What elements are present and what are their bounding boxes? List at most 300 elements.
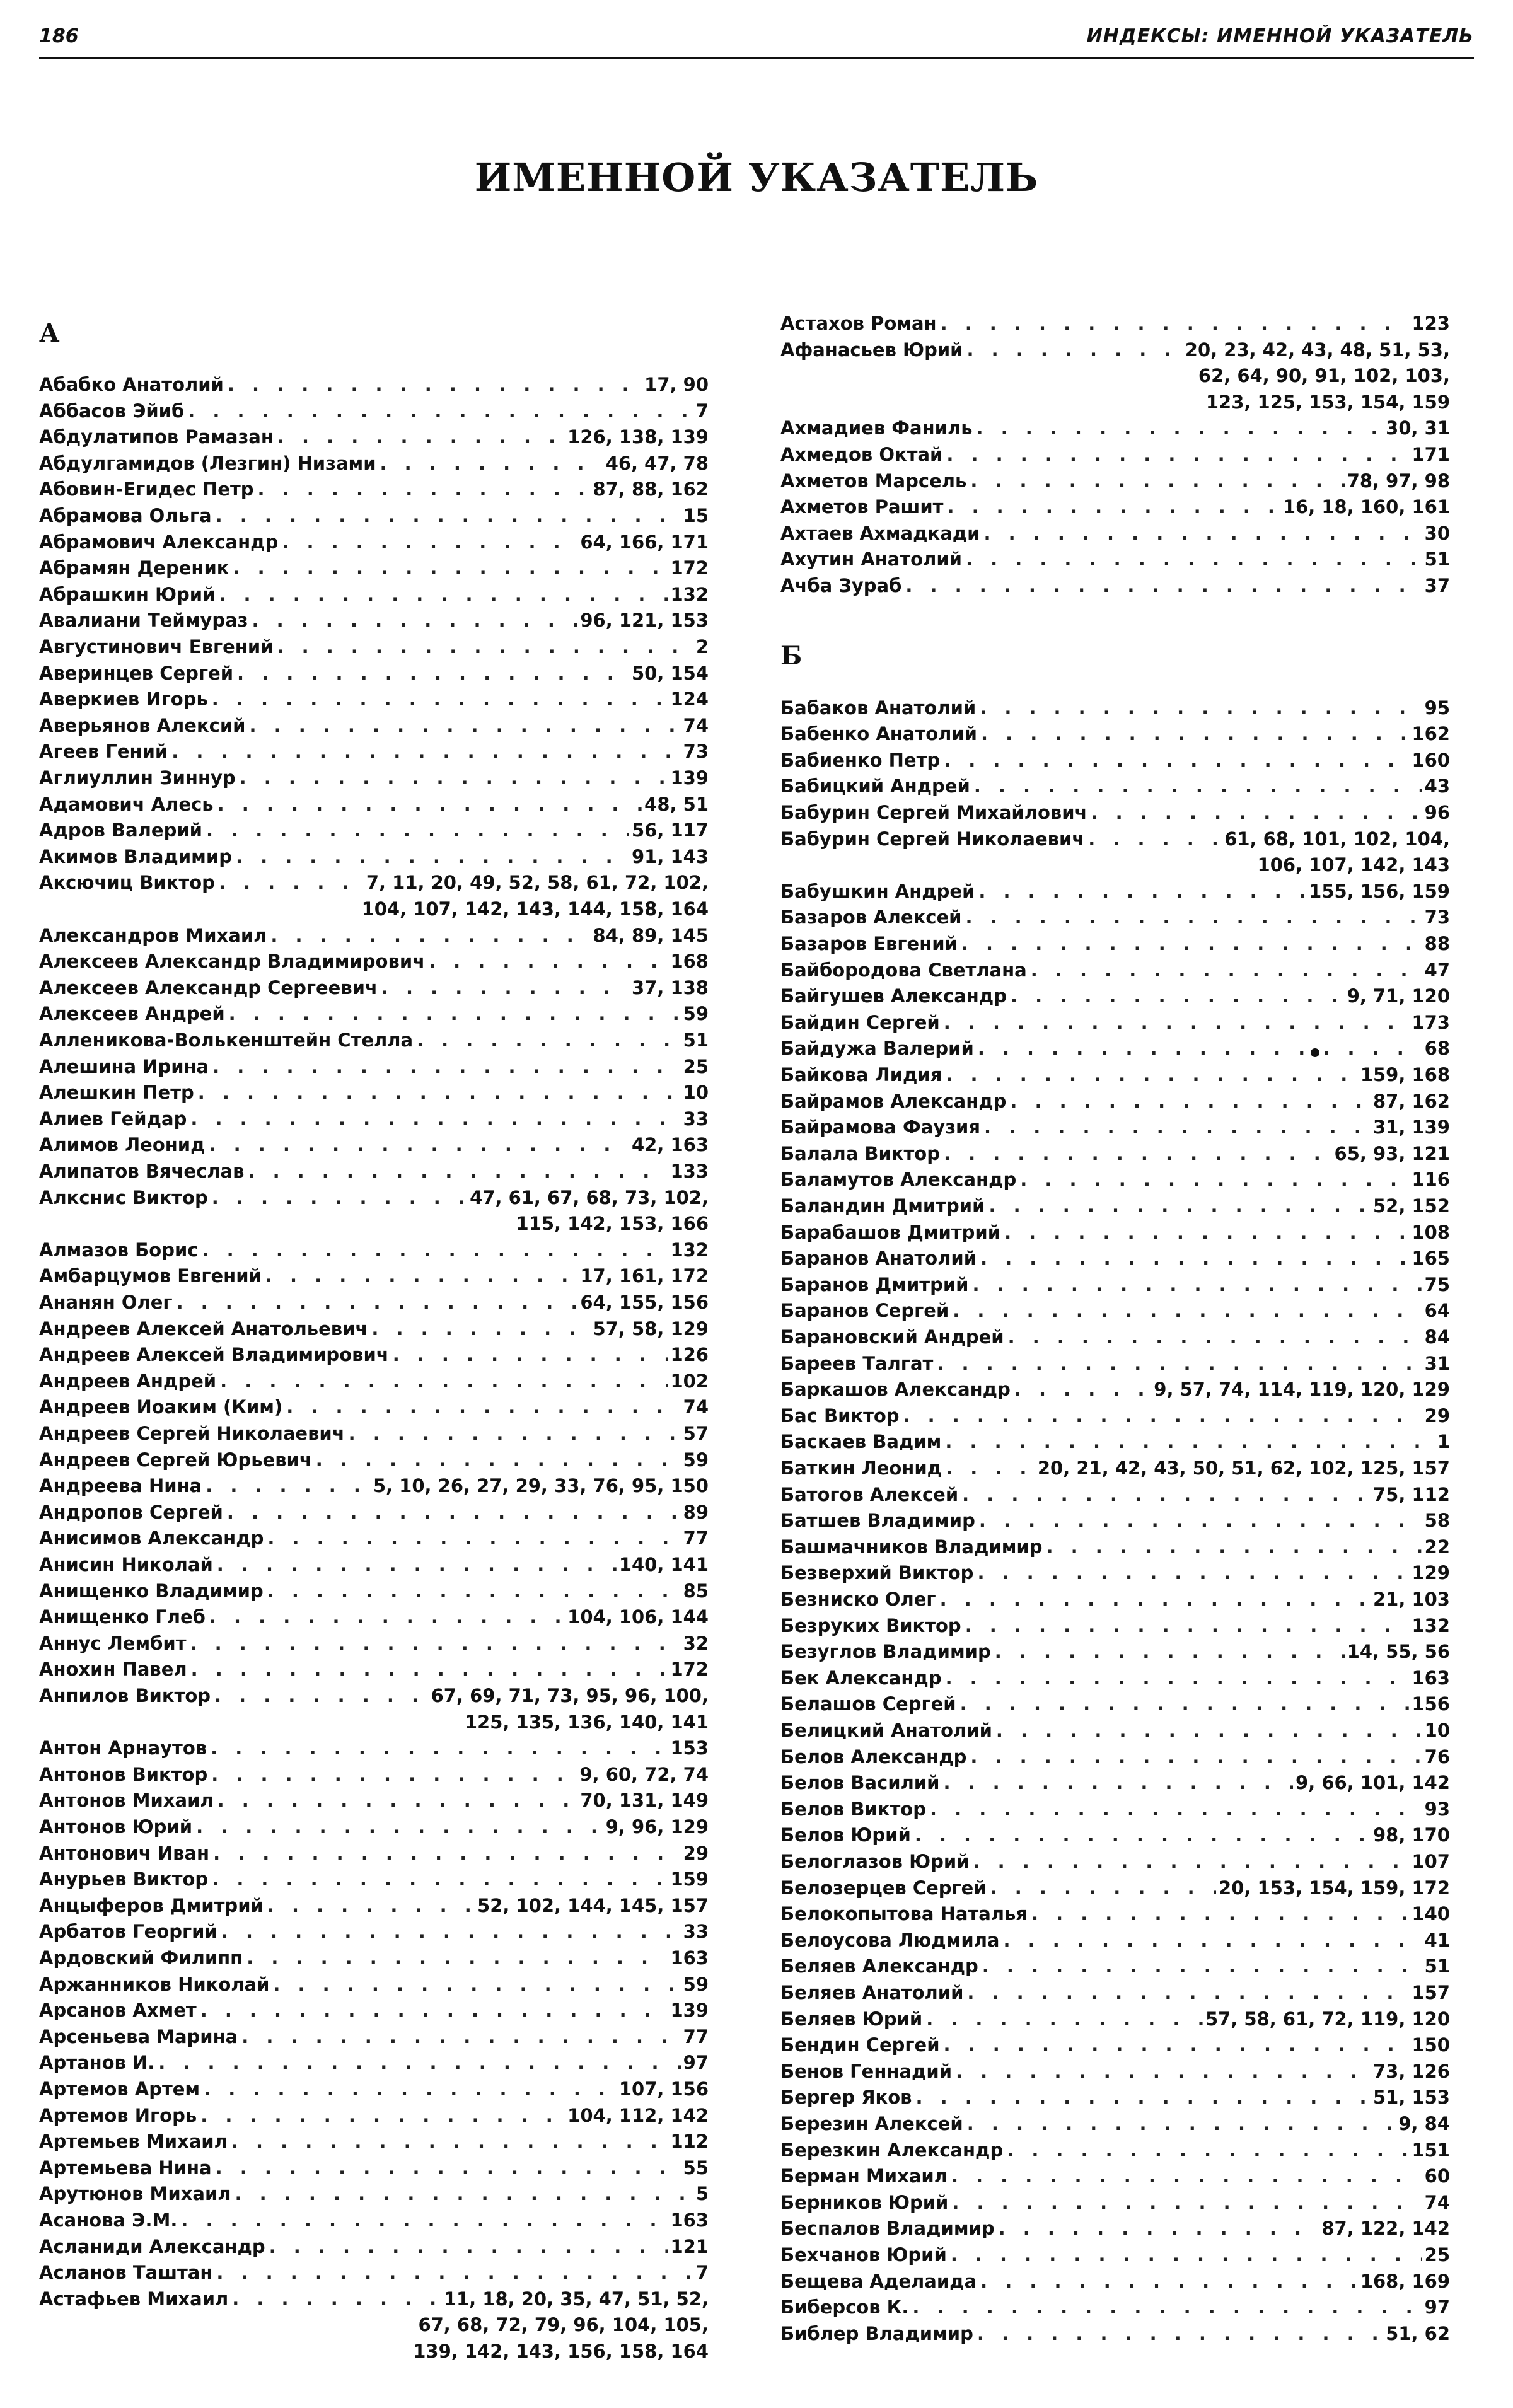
entry-name: Ардовский Филипп — [39, 1947, 243, 1969]
index-entry — [39, 1788, 709, 1814]
leader-dots — [204, 2076, 617, 2103]
entry-name: Белов Юрий — [780, 1824, 911, 1846]
entry-pages: 89 — [683, 1501, 709, 1523]
entry-pages: 132 — [670, 583, 709, 605]
leader-dots — [946, 442, 1409, 468]
entry-name: Баландин Дмитрий — [780, 1195, 985, 1217]
leader-dots — [196, 1814, 603, 1841]
index-entry — [780, 415, 1450, 442]
entry-pages: 104, 106, 144 — [567, 1606, 709, 1628]
leader-dots — [977, 415, 1384, 442]
leader-dots — [158, 2050, 680, 2076]
leader-dots — [947, 494, 1280, 521]
entry-name: Анищенко Глеб — [39, 1606, 206, 1628]
entry-pages: 51 — [1424, 1955, 1450, 1977]
entry-name: Белов Василий — [780, 1772, 940, 1794]
entry-pages: 58 — [1424, 1510, 1450, 1532]
leader-dots — [967, 1980, 1409, 2006]
entry-pages: 7 — [695, 2262, 709, 2284]
index-entry — [39, 1998, 709, 2024]
leader-dots — [937, 1351, 1422, 1377]
entry-pages: 46, 47, 78 — [605, 452, 709, 474]
entry-pages: 132 — [1412, 1614, 1450, 1636]
entry-name: Бабаков Анатолий — [780, 697, 977, 719]
leader-dots — [246, 1945, 668, 1972]
entry-name: Алексеев Александр Владимирович — [39, 951, 426, 973]
leader-dots — [229, 1001, 681, 1027]
leader-dots — [177, 1290, 578, 1316]
leader-dots — [249, 713, 680, 739]
index-entry — [39, 451, 709, 477]
entry-name: Августинович Евгений — [39, 636, 274, 657]
entry-name: Афанасьев Юрий — [780, 339, 963, 361]
leader-dots — [206, 818, 629, 844]
leader-dots — [267, 1578, 681, 1605]
index-entry — [780, 1220, 1450, 1246]
entry-name: Анохин Павел — [39, 1658, 187, 1681]
entry-name: Ананян Олег — [39, 1292, 173, 1313]
entry-name: Антонов Юрий — [39, 1816, 193, 1838]
entry-name: Алипатов Вячеслав — [39, 1161, 245, 1182]
entry-pages: 163 — [1412, 1667, 1450, 1689]
entry-name: Андреев Иоаким (Ким) — [39, 1396, 283, 1418]
index-entry — [780, 2032, 1450, 2059]
index-entry — [780, 1089, 1450, 1115]
index-entry — [780, 2111, 1450, 2138]
entry-pages: 96 — [1424, 802, 1450, 823]
entry-pages: 75, 112 — [1372, 1483, 1450, 1505]
entry-pages: 124 — [670, 688, 709, 710]
entry-pages: 77 — [683, 2025, 709, 2047]
entry-name: Абдулатипов Рамазан — [39, 426, 274, 448]
leader-dots — [943, 1770, 1293, 1797]
entry-name: Антонов Михаил — [39, 1790, 214, 1812]
index-entry — [780, 1928, 1450, 1954]
leader-dots — [209, 1132, 629, 1159]
leader-dots — [999, 2216, 1319, 2242]
entry-name: Асланов Таштан — [39, 2262, 213, 2284]
entry-name: Бабенко Анатолий — [780, 723, 977, 745]
entry-name: Абабко Анатолий — [39, 374, 224, 395]
entry-pages: 51, 62 — [1386, 2322, 1450, 2344]
entry-name: Алешкин Петр — [39, 1082, 194, 1104]
index-entry — [780, 1351, 1450, 1377]
leader-dots — [217, 1788, 578, 1814]
leader-dots — [269, 2234, 668, 2260]
entry-pages: 20, 153, 154, 159, 172 — [1219, 1877, 1450, 1899]
entry-pages: 160 — [1412, 749, 1450, 771]
entry-pages: 14, 55, 56 — [1347, 1641, 1450, 1663]
leader-dots — [946, 1456, 1035, 1482]
entry-pages: 68 — [1424, 1038, 1450, 1060]
index-entry — [39, 1132, 709, 1159]
index-entry — [780, 2216, 1450, 2242]
entry-pages: 16, 18, 160, 161 — [1282, 496, 1450, 518]
entry-name: Белоглазов Юрий — [780, 1851, 970, 1872]
leader-dots — [211, 1735, 668, 1762]
entry-pages: 165 — [1412, 1247, 1450, 1270]
leader-dots — [217, 1552, 617, 1578]
entry-pages: 9, 71, 120 — [1347, 985, 1450, 1007]
index-entry — [39, 661, 709, 687]
entry-name: Ахметов Рашит — [780, 496, 944, 518]
index-entry — [780, 1639, 1450, 1665]
entry-pages: 61, 68, 101, 102, 104, — [1224, 828, 1450, 850]
index-entry — [39, 398, 709, 425]
entry-name: Астахов Роман — [780, 313, 937, 334]
index-entry — [780, 1429, 1450, 1456]
entry-pages: 7 — [695, 400, 709, 422]
entry-pages: 116 — [1412, 1169, 1450, 1191]
index-entry — [780, 2138, 1450, 2164]
entry-pages: 50, 154 — [631, 662, 709, 684]
leader-dots — [1014, 1377, 1151, 1403]
leader-dots — [1031, 958, 1422, 984]
entry-name: Алкснис Виктор — [39, 1186, 208, 1208]
index-entry — [39, 1814, 709, 1841]
entry-name: Антонов Виктор — [39, 1763, 208, 1785]
entry-name: Беляев Анатолий — [780, 1982, 964, 2003]
entry-name: Беляев Александр — [780, 1955, 978, 1977]
leader-dots — [1010, 1089, 1371, 1115]
leader-dots — [282, 530, 577, 556]
page-title: ИМЕННОЙ УКАЗАТЕЛЬ — [474, 154, 1039, 200]
entry-pages: 55 — [683, 2156, 709, 2179]
index-entry — [780, 573, 1450, 599]
entry-name: Бергер Яков — [780, 2087, 912, 2109]
leader-dots — [940, 1587, 1371, 1613]
leader-dots — [209, 1604, 565, 1631]
entry-name: Бареев Талгат — [780, 1352, 934, 1374]
index-entry — [39, 1394, 709, 1421]
index-entry — [39, 1054, 709, 1080]
leader-dots — [944, 1010, 1410, 1036]
index-entry — [39, 1500, 709, 1526]
entry-name: Абовин-Егидес Петр — [39, 478, 254, 501]
entry-pages: 7, 11, 20, 49, 52, 58, 61, 72, 102, — [366, 872, 709, 894]
entry-pages: 159 — [670, 1868, 709, 1890]
entry-pages: 33 — [683, 1108, 709, 1130]
index-entry — [780, 547, 1450, 573]
leader-dots — [258, 477, 591, 503]
entry-name: Баскаев Вадим — [780, 1431, 942, 1453]
entry-name: Библер Владимир — [780, 2322, 973, 2344]
entry-name: Алексеев Александр Сергеевич — [39, 976, 378, 999]
leader-dots — [1004, 1928, 1422, 1954]
leader-dots — [915, 1822, 1371, 1849]
leader-dots — [213, 1841, 681, 1867]
index-entry — [39, 1263, 709, 1290]
entry-pages: 21, 103 — [1372, 1589, 1450, 1610]
leader-dots — [1020, 1167, 1409, 1193]
leader-dots — [1008, 1324, 1422, 1351]
leader-dots — [277, 634, 693, 661]
entry-name: Абдулгамидов (Лезгин) Низами — [39, 452, 376, 474]
entry-name: Андреев Алексей Анатольевич — [39, 1317, 368, 1340]
leader-dots — [219, 870, 364, 896]
leader-dots — [202, 1237, 668, 1264]
entry-name: Арсанов Ахмет — [39, 2000, 197, 2022]
index-entry — [39, 1473, 709, 1500]
leader-dots — [980, 2269, 1358, 2295]
entry-name: Аксючиц Виктор — [39, 872, 215, 894]
entry-name: Абрамович Александр — [39, 531, 279, 553]
entry-pages-continued: 139, 142, 143, 156, 158, 164 — [413, 2340, 709, 2362]
leader-dots — [393, 1342, 668, 1369]
entry-pages: 56, 117 — [631, 819, 709, 842]
entry-name: Байбородова Светлана — [780, 959, 1027, 981]
leader-dots — [996, 1718, 1422, 1744]
entry-pages: 64 — [1424, 1300, 1450, 1322]
entry-name: Артемьев Михаил — [39, 2131, 228, 2153]
entry-name: Андреева Нина — [39, 1475, 202, 1497]
index-entry — [780, 983, 1450, 1010]
index-entry — [39, 1972, 709, 1998]
index-entry — [780, 1324, 1450, 1351]
index-entry — [780, 494, 1450, 521]
index-entry — [780, 1167, 1450, 1193]
entry-pages: 93 — [1424, 1798, 1450, 1820]
entry-name: Белозерцев Сергей — [780, 1877, 987, 1899]
entry-pages: 2 — [695, 636, 709, 657]
index-entry — [39, 1604, 709, 1631]
leader-dots — [1011, 983, 1345, 1010]
index-entry — [39, 424, 709, 451]
index-entry — [39, 923, 709, 949]
leader-dots — [965, 905, 1422, 931]
entry-name: Барановский Андрей — [780, 1326, 1004, 1348]
entry-pages: 98, 170 — [1372, 1824, 1450, 1846]
index-entry — [39, 1080, 709, 1106]
index-entry — [39, 792, 709, 818]
leader-dots — [216, 2260, 693, 2286]
index-entry — [780, 1770, 1450, 1797]
entry-name: Бабицкий Андрей — [780, 775, 970, 797]
entry-name: Безниско Олег — [780, 1589, 936, 1610]
index-entry — [780, 1036, 1450, 1062]
entry-name: Андреев Алексей Владимирович — [39, 1344, 389, 1366]
index-entry — [39, 818, 709, 844]
entry-name: Байдужа Валерий — [780, 1038, 974, 1060]
index-entry — [39, 372, 709, 398]
index-entry — [780, 826, 1450, 879]
entry-pages: 91, 143 — [631, 845, 709, 867]
leader-dots — [962, 1482, 1371, 1508]
index-entry — [780, 1010, 1450, 1036]
entry-name: Белоусова Людмила — [780, 1929, 1000, 1951]
index-entry — [780, 1954, 1450, 1980]
leader-dots — [1007, 2138, 1409, 2164]
entry-pages: 73 — [683, 741, 709, 763]
entry-pages: 107 — [1412, 1851, 1450, 1872]
entry-name: Алешина Ирина — [39, 1055, 209, 1077]
leader-dots — [212, 1185, 467, 1212]
index-entry — [39, 1159, 709, 1185]
entry-pages: 64, 155, 156 — [580, 1292, 709, 1313]
index-entry — [780, 1403, 1450, 1430]
leader-dots — [980, 1246, 1409, 1272]
leader-dots — [286, 1394, 680, 1421]
index-entry — [39, 765, 709, 792]
entry-name: Белов Виктор — [780, 1798, 926, 1820]
leader-dots — [983, 521, 1422, 547]
entry-name: Алмазов Борис — [39, 1239, 199, 1261]
leader-dots — [228, 372, 642, 398]
index-entry — [780, 337, 1450, 416]
entry-name: Александров Михаил — [39, 924, 267, 946]
entry-pages: 97 — [683, 2052, 709, 2074]
entry-pages: 151 — [1412, 2139, 1450, 2161]
leader-dots — [198, 1080, 681, 1106]
index-entry — [780, 1193, 1450, 1220]
leader-dots — [371, 1316, 590, 1343]
section-letter: А — [39, 318, 60, 348]
index-entry — [780, 521, 1450, 547]
entry-name: Бабушкин Андрей — [780, 880, 975, 902]
entry-name: Адамович Алесь — [39, 793, 214, 815]
running-head: ИНДЕКСЫ: ИМЕННОЙ УКАЗАТЕЛЬ — [1086, 25, 1474, 47]
index-entry — [39, 1421, 709, 1447]
leader-dots — [944, 1141, 1332, 1167]
index-entry — [39, 1893, 709, 1919]
index-entry — [780, 721, 1450, 748]
index-entry — [780, 1298, 1450, 1324]
entry-pages: 156 — [1412, 1693, 1450, 1715]
leader-dots — [979, 1508, 1422, 1534]
entry-pages: 162 — [1412, 723, 1450, 745]
entry-pages: 84 — [1424, 1326, 1450, 1348]
leader-dots — [171, 739, 680, 765]
index-entry — [780, 1377, 1450, 1403]
entry-name: Алленикова-Волькенштейн Стелла — [39, 1029, 414, 1051]
entry-pages: 97 — [1424, 2296, 1450, 2318]
entry-pages: 17, 161, 172 — [580, 1265, 709, 1287]
index-entry — [39, 2024, 709, 2051]
leader-dots — [214, 1683, 429, 1710]
leader-dots — [961, 931, 1422, 958]
index-entry — [780, 879, 1450, 905]
index-entry — [780, 1980, 1450, 2006]
leader-dots — [216, 503, 681, 530]
entry-pages: 51, 153 — [1372, 2087, 1450, 2109]
entry-name: Анпилов Виктор — [39, 1685, 211, 1706]
entry-name: Базаров Евгений — [780, 933, 958, 954]
index-entry — [39, 2155, 709, 2182]
leader-dots — [273, 1972, 680, 1998]
entry-pages: 59 — [683, 1449, 709, 1471]
index-entry — [780, 1718, 1450, 1744]
index-entry — [780, 1272, 1450, 1299]
leader-dots — [912, 2295, 1422, 2321]
index-entry — [39, 2050, 709, 2076]
entry-pages: 32 — [683, 1632, 709, 1654]
entry-pages: 121 — [670, 2235, 709, 2257]
index-entry — [780, 1849, 1450, 1875]
leader-dots — [1031, 1901, 1409, 1928]
entry-pages: 172 — [670, 1658, 709, 1681]
entry-name: Ахутин Анатолий — [780, 548, 962, 570]
entry-pages: 37, 138 — [631, 976, 709, 999]
entry-name: Арсеньева Марина — [39, 2025, 238, 2047]
entry-name: Амбарцумов Евгений — [39, 1265, 262, 1287]
index-entry — [39, 870, 709, 922]
leader-dots — [265, 1263, 577, 1290]
entry-pages: 95 — [1424, 697, 1450, 719]
entry-pages: 163 — [670, 2209, 709, 2231]
entry-name: Артанов И. — [39, 2052, 155, 2074]
index-entry — [780, 2321, 1450, 2347]
leader-dots — [977, 2321, 1383, 2347]
entry-name: Бещева Аделаида — [780, 2270, 977, 2292]
index-entry — [39, 975, 709, 1002]
entry-pages: 47, 61, 67, 68, 73, 102, — [470, 1186, 709, 1208]
index-entry — [39, 1919, 709, 1945]
entry-name: Астафьев Михаил — [39, 2288, 229, 2310]
entry-pages: 73 — [1424, 906, 1450, 929]
leader-dots — [1091, 800, 1422, 826]
entry-name: Асанова Э.М. — [39, 2209, 178, 2231]
entry-name: Алексеев Андрей — [39, 1003, 225, 1025]
index-entry — [780, 1456, 1450, 1482]
entry-pages: 140 — [1412, 1903, 1450, 1925]
entry-pages: 73, 126 — [1372, 2060, 1450, 2082]
index-entry — [39, 530, 709, 556]
leader-dots — [981, 721, 1409, 748]
leader-dots — [241, 2024, 680, 2051]
section-letter: Б — [780, 640, 803, 671]
entry-pages: 139 — [670, 2000, 709, 2022]
index-entry — [39, 2208, 709, 2234]
entry-name: Белашов Сергей — [780, 1693, 956, 1715]
entry-pages: 37 — [1424, 575, 1450, 596]
index-entry — [39, 1867, 709, 1893]
entry-pages: 29 — [1424, 1404, 1450, 1427]
index-entry — [780, 1141, 1450, 1167]
leader-dots — [380, 451, 603, 477]
index-entry — [39, 713, 709, 739]
entry-pages: 171 — [1412, 444, 1450, 465]
index-entry — [39, 739, 709, 765]
entry-pages: 102 — [670, 1370, 709, 1392]
entry-name: Ахмедов Октай — [780, 444, 943, 465]
index-entry — [780, 1534, 1450, 1561]
entry-pages: 9, 57, 74, 114, 119, 120, 129 — [1154, 1379, 1450, 1401]
entry-name: Батогов Алексей — [780, 1483, 959, 1505]
entry-pages: 52, 152 — [1372, 1195, 1450, 1217]
entry-pages-continued: 106, 107, 142, 143 — [1257, 854, 1450, 876]
leader-dots — [429, 949, 668, 975]
entry-pages: 59 — [683, 1003, 709, 1025]
index-entry — [39, 1316, 709, 1343]
entry-name: Артемов Артем — [39, 2078, 200, 2100]
entry-pages: 74 — [1424, 2191, 1450, 2213]
index-entry — [39, 1657, 709, 1683]
entry-pages: 84, 89, 145 — [593, 924, 709, 946]
index-entry — [780, 1246, 1450, 1272]
leader-dots — [967, 2111, 1396, 2138]
entry-pages: 25 — [683, 1055, 709, 1077]
entry-name: Белокопытова Наталья — [780, 1903, 1028, 1925]
entry-pages: 108 — [1412, 1221, 1450, 1243]
leader-dots — [217, 792, 642, 818]
entry-pages: 5 — [695, 2183, 709, 2205]
entry-pages: 168, 169 — [1360, 2270, 1450, 2292]
leader-dots — [988, 1193, 1371, 1220]
entry-name: Ахтаев Ахмадкади — [780, 522, 980, 544]
leader-dots — [277, 424, 565, 451]
entry-name: Базаров Алексей — [780, 906, 962, 929]
entry-pages: 140, 141 — [618, 1554, 709, 1575]
